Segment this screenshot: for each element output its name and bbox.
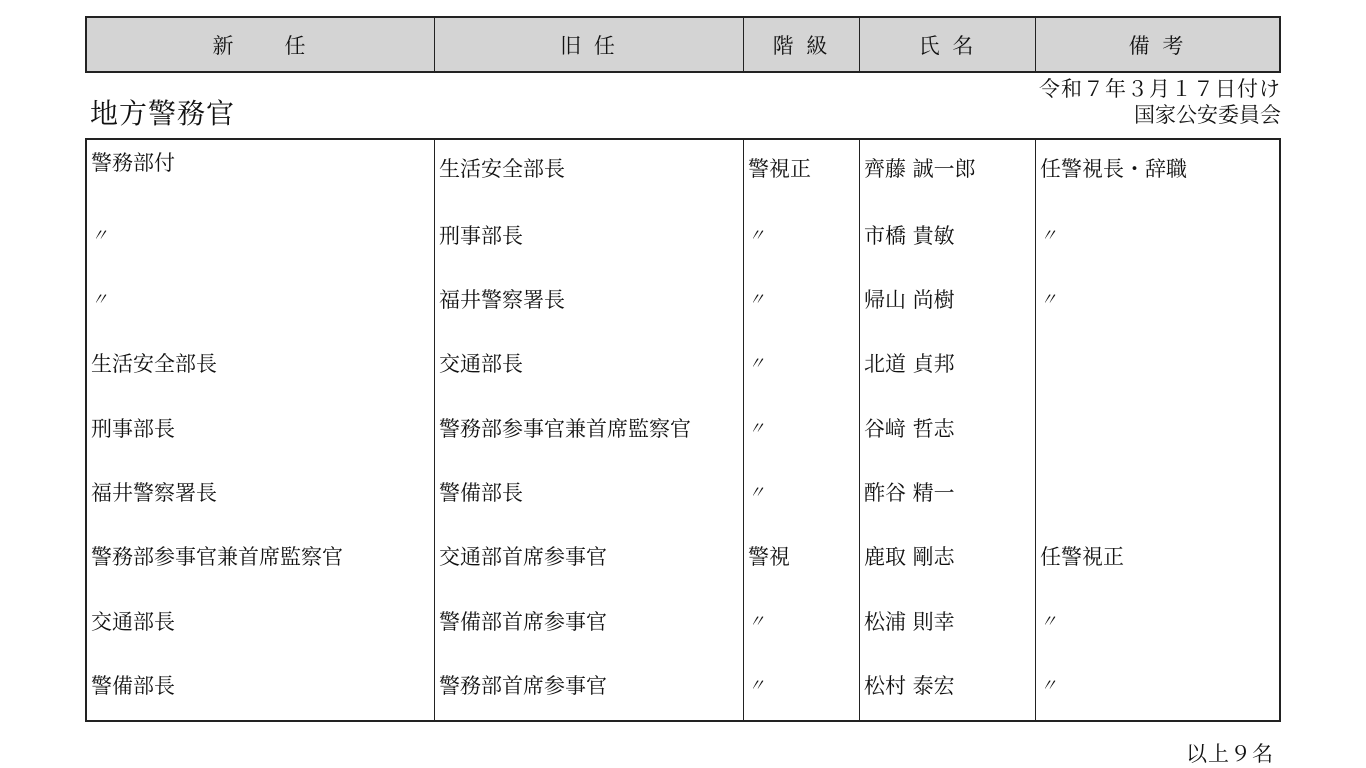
- effective-date: 令和７年３月１７日付け: [1039, 77, 1281, 101]
- old-post-cell: 警務部首席参事官: [439, 674, 607, 698]
- new-post-cell: 〃: [91, 226, 108, 246]
- new-post-cell: 警務部付: [91, 151, 175, 175]
- header-row: [85, 16, 1281, 73]
- rank-cell: 〃: [748, 483, 765, 503]
- new-post-cell: 交通部長: [91, 610, 175, 634]
- old-post-cell: 生活安全部長: [439, 157, 565, 181]
- rank-cell: 〃: [748, 226, 765, 246]
- rank-cell: 〃: [748, 676, 765, 696]
- old-post-cell: 福井警察署長: [439, 288, 565, 312]
- rank-cell: 〃: [748, 290, 765, 310]
- old-post-cell: 警備部首席参事官: [439, 610, 607, 634]
- remarks-cell: 〃: [1040, 676, 1057, 696]
- rank-cell: 〃: [748, 419, 765, 439]
- name-cell: 谷﨑 哲志: [864, 417, 955, 441]
- old-post-cell: 交通部首席参事官: [439, 545, 607, 569]
- new-post-cell: 警務部参事官兼首席監察官: [91, 545, 343, 569]
- header-name: 氏 名: [860, 18, 1036, 71]
- remarks-cell: 〃: [1040, 612, 1057, 632]
- rank-cell: 〃: [748, 354, 765, 374]
- name-cell: 帰山 尚樹: [864, 288, 955, 312]
- new-post-cell: 生活安全部長: [91, 352, 217, 376]
- name-cell: 市橋 貴敏: [864, 224, 955, 248]
- column-remarks: [1036, 140, 1279, 720]
- date-block: [1039, 76, 1281, 128]
- section-title: 地方警務官: [90, 97, 236, 130]
- rank-cell: 警視正: [748, 157, 811, 181]
- remarks-cell: 任警視正: [1040, 545, 1124, 569]
- column-new-post: [87, 140, 435, 720]
- new-post-cell: 〃: [91, 290, 108, 310]
- new-post-cell: 刑事部長: [91, 417, 175, 441]
- new-post-cell: 警備部長: [91, 674, 175, 698]
- name-cell: 齊藤 誠一郎: [864, 157, 976, 181]
- rank-cell: 〃: [748, 612, 765, 632]
- rank-cell: 警視: [748, 545, 790, 569]
- remarks-cell: 〃: [1040, 226, 1057, 246]
- column-old-post: [435, 140, 744, 720]
- column-rank: [744, 140, 860, 720]
- old-post-cell: 刑事部長: [439, 224, 523, 248]
- new-post-cell: 福井警察署長: [91, 481, 217, 505]
- name-cell: 酢谷 精一: [864, 481, 955, 505]
- name-cell: 北道 貞邦: [864, 352, 955, 376]
- old-post-cell: 警務部参事官兼首席監察官: [439, 417, 691, 441]
- personnel-table: [85, 138, 1281, 722]
- name-cell: 松村 泰宏: [864, 674, 955, 698]
- remarks-cell: 〃: [1040, 290, 1057, 310]
- name-cell: 松浦 則幸: [864, 610, 955, 634]
- issuer: 国家公安委員会: [1134, 103, 1281, 127]
- header-new-post: 新 任: [87, 18, 435, 71]
- header-old-post: 旧 任: [435, 18, 744, 71]
- header-rank: 階 級: [744, 18, 860, 71]
- old-post-cell: 交通部長: [439, 352, 523, 376]
- column-name: [860, 140, 1036, 720]
- header-remarks: 備 考: [1128, 33, 1187, 58]
- remarks-cell: 任警視長・辞職: [1040, 157, 1187, 181]
- name-cell: 鹿取 剛志: [864, 545, 955, 569]
- old-post-cell: 警備部長: [439, 481, 523, 505]
- total-count: 以上９名: [1186, 742, 1274, 766]
